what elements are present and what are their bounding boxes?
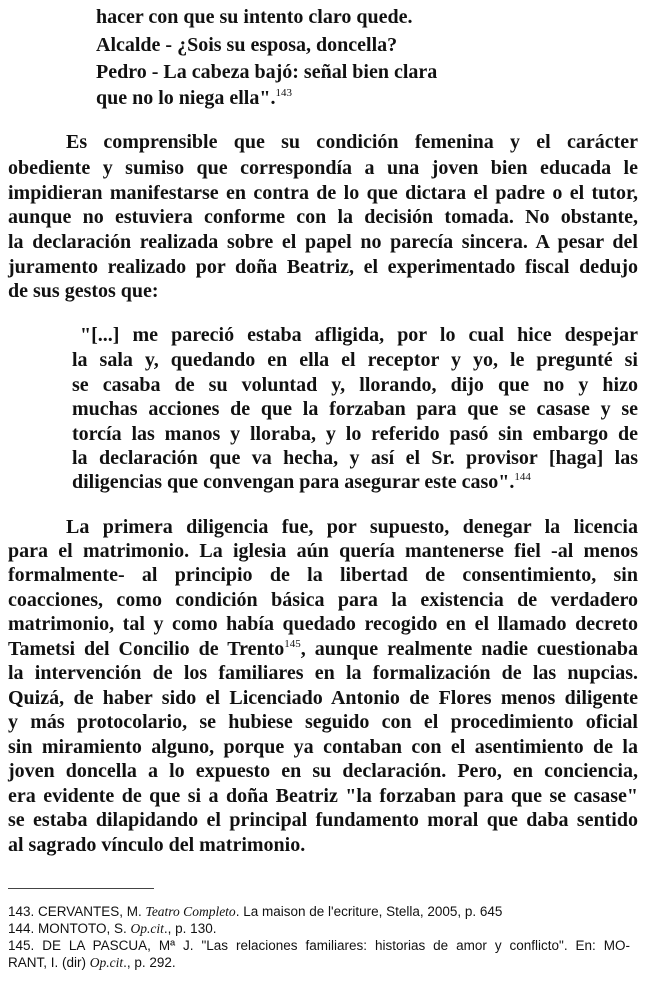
paragraph-line: juramento realizado por doña Beatriz, el experimentado fiscal dedujo xyxy=(8,256,638,278)
paragraph-line: joven doncella a lo expuesto en su declaración. Pero, en conciencia, xyxy=(8,760,638,782)
footnote-ref-144: 144 xyxy=(514,471,531,483)
paragraph-line: La primera diligencia fue, por supuesto, denegar la licencia xyxy=(66,516,638,538)
footnote-divider xyxy=(8,888,154,889)
quote-line: diligencias que convengan para asegurar este caso".$^{144}$ xyxy=(72,471,531,493)
quote-line: "[...] me pareció estaba afligida, por lo cual hice despejar xyxy=(80,324,638,346)
paragraph-line: aunque no estuviera conforme con la decisión tomada. No obstante, xyxy=(8,206,638,228)
paragraph-line: impidieran manifestarse en contra de lo que dictara el padre o el tutor, xyxy=(8,182,638,204)
paragraph-line: para el matrimonio. La iglesia aún quería mantenerse fiel -al menos xyxy=(8,540,638,562)
quote-line: la declaración que va hecha, y así el Sr. provisor [haga] las xyxy=(72,447,638,469)
quote-line: se casaba de su voluntad y, llorando, dijo que no y hizo xyxy=(72,374,638,396)
verse-line: que no lo niega ella".$^{143}$ xyxy=(96,87,292,109)
paragraph-line: y más protocolario, se hubiese seguido con el procedimiento oficial xyxy=(8,711,638,733)
footnote-145: 145. DE LA PASCUA, Mª J. "Las relaciones familiares: historias de amor y conflicto". En: MO- xyxy=(8,938,630,953)
footnote-ref-143: 143 xyxy=(275,87,292,99)
paragraph-line: Quizá, de haber sido el Licenciado Antonio de Flores menos diligente xyxy=(8,687,638,709)
paragraph-line: se estaba dilapidando el principal fundamento moral que daba sentido xyxy=(8,809,638,831)
paragraph-line: obediente y sumiso que correspondía a una joven bien educada le xyxy=(8,157,638,179)
paragraph-line: la declaración realizada sobre el papel no parecía sincera. A pesar del xyxy=(8,231,638,253)
footnote-143: 143. CERVANTES, M. Teatro Completo. La maison de l'ecriture, Stella, 2005, p. 645 xyxy=(8,904,503,919)
quote-line: la sala y, quedando en ella el receptor y yo, le pregunté si xyxy=(72,349,638,371)
paragraph-line: coacciones, como condición básica para la existencia de verdadero xyxy=(8,589,638,611)
paragraph-line: Es comprensible que su condición femenina y el carácter xyxy=(66,131,638,153)
verse-line: hacer con que su intento claro quede. xyxy=(96,6,413,28)
paragraph-line: formalmente- al principio de la libertad de consentimiento, sin xyxy=(8,564,638,586)
footnote-ref-145: 145 xyxy=(284,638,301,650)
paragraph-line: matrimonio, tal y como había quedado recogido en el llamado decreto xyxy=(8,613,638,635)
quote-line: torcía las manos y lloraba, y lo referido pasó sin embargo de xyxy=(72,423,638,445)
paragraph-line: era evidente de que si a doña Beatriz "la forzaban para que se casase" xyxy=(8,785,638,807)
footnote-145-continued: RANT, I. (dir) Op.cit., p. 292. xyxy=(8,955,176,970)
quote-line: muchas acciones de que la forzaban para que se casase y se xyxy=(72,398,638,420)
paragraph-line: de sus gestos que: xyxy=(8,280,159,302)
verse-line: Pedro - La cabeza bajó: señal bien clara xyxy=(96,61,438,83)
paragraph-line: sin miramiento alguno, porque ya contaban con el asentimiento de la xyxy=(8,736,638,758)
paragraph-line: Tametsi del Concilio de Trento$^{145}$, aunque realmente nadie cuestionaba xyxy=(8,638,638,660)
verse-line: Alcalde - ¿Sois su esposa, doncella? xyxy=(96,34,398,56)
paragraph-line: la intervención de los familiares en la formalización de las nupcias. xyxy=(8,662,638,684)
paragraph-line: al sagrado vínculo del matrimonio. xyxy=(8,834,306,856)
footnote-144: 144. MONTOTO, S. Op.cit., p. 130. xyxy=(8,921,217,936)
